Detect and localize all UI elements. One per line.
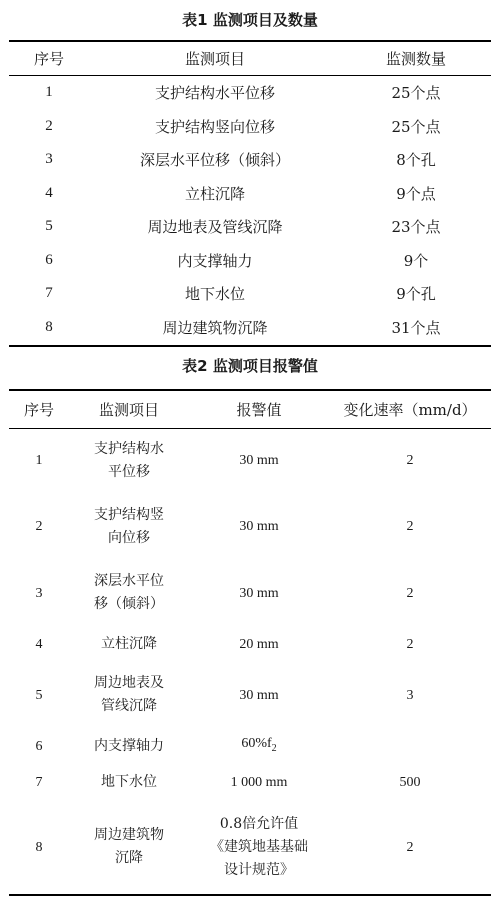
table-row [9,210,491,244]
table-row [9,311,491,346]
monitoring-item: 立柱沉降 [101,635,157,652]
item-line: 支护结构水 [94,440,164,457]
alarm-value: 1 000 mm [230,774,288,790]
monitoring-quantity: 23个点 [391,218,441,237]
monitoring-item: 支护结构竖向位移 [154,117,275,136]
row-number: 8 [9,311,89,346]
monitoring-item [69,800,189,895]
change-rate: 2 [406,636,414,652]
alarm-value-text: 60%f [241,736,272,752]
table-row [9,143,491,177]
alarm-value [189,800,329,895]
alarm-value: 30 mm [239,519,279,534]
monitoring-item: 立柱沉降 [184,184,245,203]
alarm-line: 0.8倍允许值 [219,815,299,832]
monitoring-items-table [9,40,491,347]
monitoring-item: 内支撑轴力 [177,251,253,270]
alarm-value: 30 mm [239,585,279,601]
monitoring-quantity: 9个 [403,251,429,270]
monitoring-quantity: 25个点 [391,117,441,136]
alarm-value: 30 mm [239,453,279,469]
table-row [9,109,491,143]
table-header-row [9,41,491,75]
table2-caption: 表2 监测项目报警值 [182,357,318,375]
header-cell: 序号 [9,390,69,428]
table-row [9,244,491,278]
row-number: 4 [35,636,43,652]
table-header-row [9,390,491,428]
table-row [9,176,491,210]
monitoring-quantity: 25个点 [391,83,441,102]
monitoring-item: 支护结构水平位移 [154,83,275,102]
alarm-value-subscript: 2 [271,742,277,754]
table-row [9,728,491,764]
item-line: 沉降 [115,850,143,866]
item-line: 管线沉降 [101,698,157,714]
table-row [9,662,491,728]
alarm-line: 《建筑地基基础 [210,838,308,855]
item-line: 周边建筑物 [94,827,164,843]
table-row [9,626,491,662]
header-cell: 监测项目 [89,41,341,75]
monitoring-item: 周边地表及管线沉降 [147,218,283,237]
alarm-values-table [9,389,491,896]
table-row [9,800,491,895]
change-rate: 2 [329,800,491,895]
table-row [9,277,491,311]
table1-caption: 表1 监测项目及数量 [182,11,318,29]
item-line: 平位移 [108,463,150,480]
table-row [9,75,491,109]
row-number: 3 [35,585,43,601]
monitoring-item: 周边建筑物沉降 [89,311,341,346]
change-rate: 2 [406,453,414,469]
monitoring-quantity: 9个孔 [396,285,436,304]
table-row [9,428,491,493]
row-number: 3 [45,151,53,168]
monitoring-quantity: 8个孔 [396,151,436,170]
monitoring-item: 内支撑轴力 [94,737,164,754]
row-number: 2 [45,117,53,134]
item-line: 向位移 [108,529,150,546]
monitoring-quantity: 31个点 [341,311,491,346]
row-number: 7 [45,285,53,302]
row-number: 6 [35,738,43,754]
item-line: 周边地表及 [94,675,164,691]
row-number: 6 [45,251,53,268]
monitoring-item [69,560,189,626]
row-number: 2 [35,519,43,534]
header-cell: 报警值 [189,390,329,428]
change-rate: 500 [399,774,421,790]
table-row [9,560,491,626]
item-line: 深层水平位 [94,573,164,589]
alarm-value: 20 mm [239,636,279,652]
row-number: 8 [9,800,69,895]
monitoring-item [69,662,189,728]
item-line: 移（倾斜） [94,596,164,612]
change-rate: 2 [406,585,414,601]
change-rate: 2 [406,519,414,534]
change-rate: 3 [406,687,414,703]
header-cell: 监测数量 [341,41,491,75]
monitoring-quantity: 9个点 [396,184,436,203]
monitoring-item: 地下水位 [101,773,157,790]
header-cell: 序号 [9,41,89,75]
alarm-value: 30 mm [239,687,279,703]
row-number: 5 [45,218,53,235]
row-number: 4 [45,184,53,201]
row-number: 1 [45,83,53,100]
header-cell: 变化速率（mm/d） [329,390,491,428]
alarm-value [189,728,329,764]
item-line: 支护结构竖 [94,506,164,523]
alarm-line: 设计规范》 [224,861,294,878]
table-row [9,493,491,560]
header-cell: 监测项目 [69,390,189,428]
monitoring-item: 地下水位 [184,285,245,304]
row-number: 7 [35,774,43,790]
monitoring-item [69,428,189,493]
row-number: 5 [35,687,43,703]
row-number: 1 [35,453,43,469]
monitoring-item [69,493,189,560]
monitoring-item: 深层水平位移（倾斜） [139,151,290,170]
change-rate [329,728,491,764]
table-row [9,764,491,800]
